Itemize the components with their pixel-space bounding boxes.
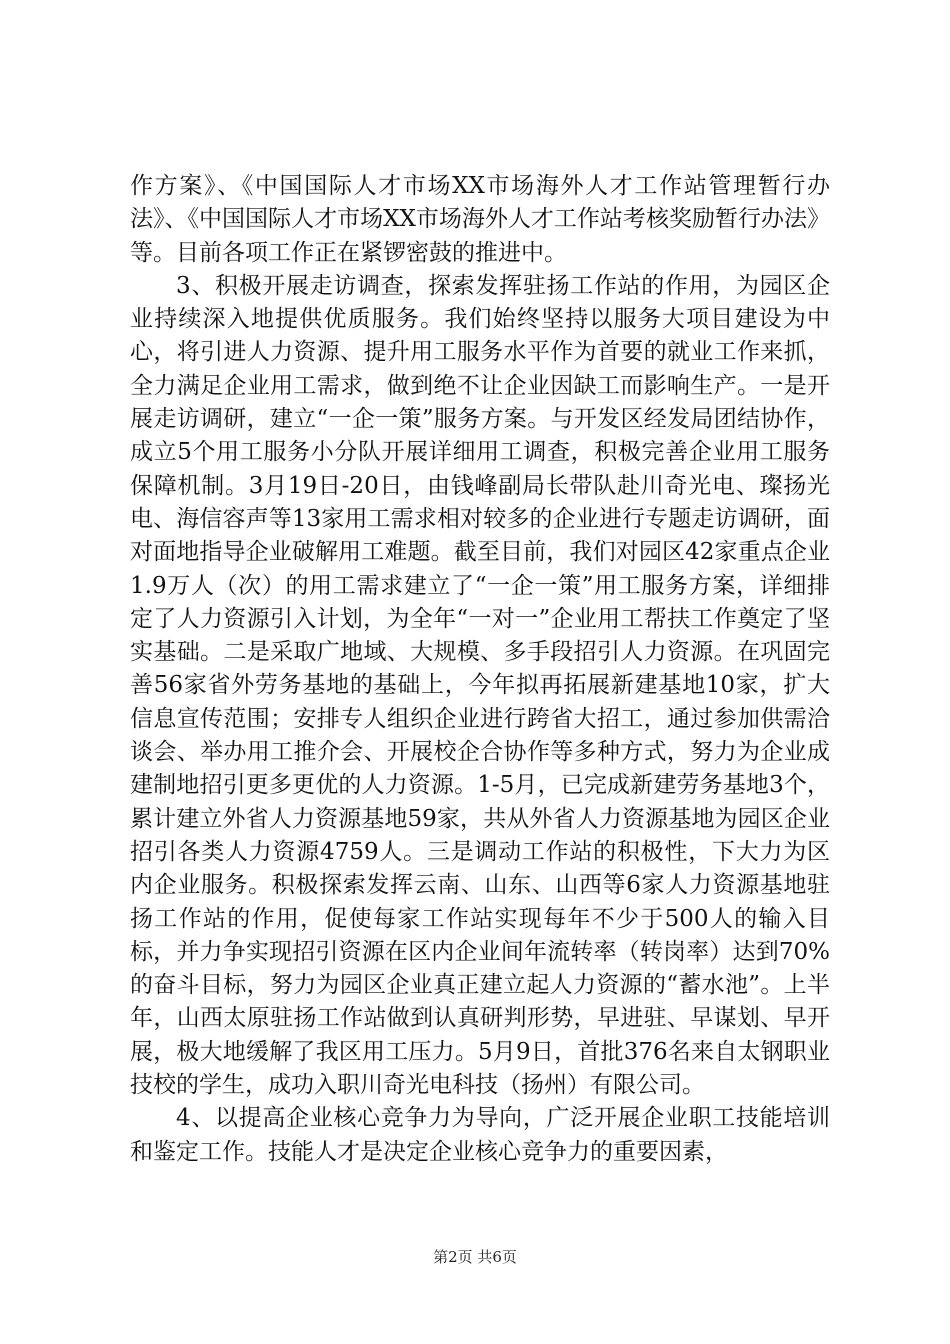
page-footer: 第2页 共6页 <box>433 1248 517 1266</box>
document-body <box>130 170 830 1169</box>
paragraph-item-4: 4、以提高企业核心竞争力为导向，广泛开展企业职工技能培训和鉴定工作。技能人才是决定企业核心竞争力的重要因素， <box>130 1105 830 1165</box>
paragraph-continuation: 作方案》、《中国国际人才市场XX市场海外人才工作站管理暂行办法》、《中国国际人才市场XX市场海外人才工作站考核奖励暂行办法》等。目前各项工作正在紧锣密鼓的推进中。 <box>130 173 830 266</box>
paragraph-item-3: 3、积极开展走访调查，探索发挥驻扬工作站的作用，为园区企业持续深入地提供优质服务。我们始终坚持以服务大项目建设为中心，将引进人力资源、提升用工服务水平作为首要的就业工作来抓，全力满足企业用工需求，做到绝不让企业因缺工而影响生产。一是开展走访调研，建立“一企一策”服务方案。与开发区经发局团结协作，成立5个用工服务小分队开展详细用工调查，积极完善企业用工服务保障机制。3月19日-20日，由钱峰副局长带队赴川奇光电、璨扬光电、海信容声等13家用工需求相对较多的企业进行专题走访调研，面对面地指导企业破解用工难题。截至目前，我们对园区42家重点企业1.9万人（次）的用工需求建立了“一企一策”用工服务方案，详细排定了人力资源引入计划，为全年“一对一”企业用工帮扶工作奠定了坚实基础。二是采取广地域、大规模、多手段招引人力资源。在巩固完善56家省外劳务基地的基础上，今年拟再拓展新建基地10家，扩大信息宣传范围；安排专人组织企业进行跨省大招工，通过参加供需洽谈会、举办用工推介会、开展校企合协作等多种方式，努力为企业成建制地招引更多更优的人力资源。1-5月，已完成新建劳务基地3个，累计建立外省人力资源基地59家，共从外省人力资源基地为园区企业招引各类人力资源4759人。三是调动工作站的积极性，下大力为区内企业服务。积极探索发挥云南、山东、山西等6家人力资源基地驻扬工作站的作用，促使每家工作站实现每年不少于500人的输入目标，并力争实现招引资源在区内企业间年流转率（转岗率）达到70%的奋斗目标，努力为园区企业真正建立起人力资源的“蓄水池”。上半年，山西太原驻扬工作站做到认真研判形势，早进驻、早谋划、早开展，极大地缓解了我区用工压力。5月9日，首批376名来自太钢职业技校的学生，成功入职川奇光电科技（扬州）有限公司。 <box>130 272 830 1099</box>
